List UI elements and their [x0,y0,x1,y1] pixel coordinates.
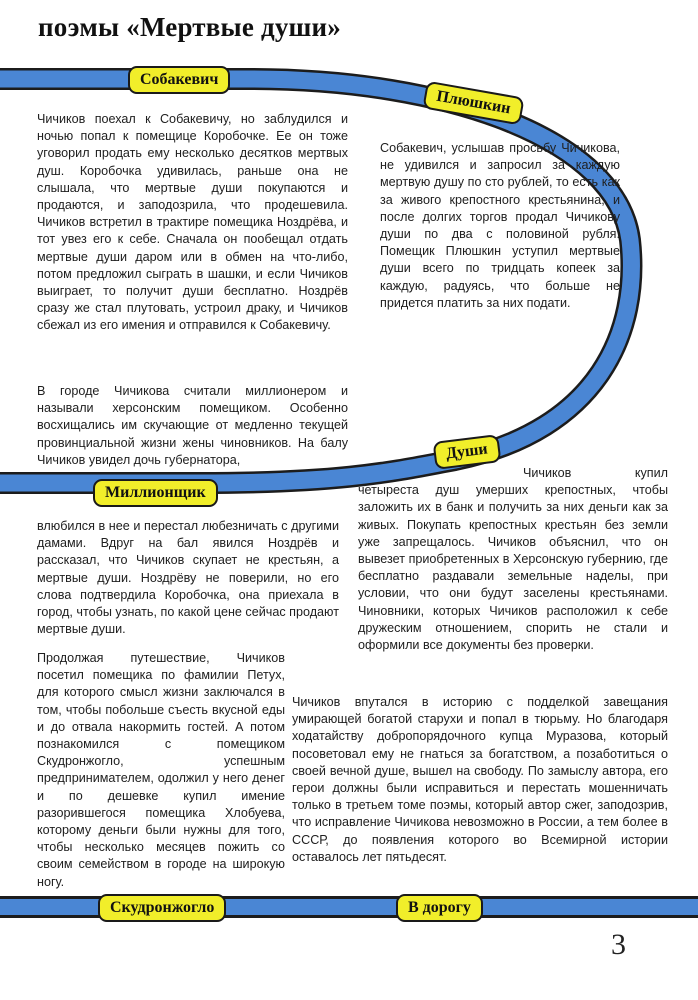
label-plyushkin: Плюшкин [422,81,524,126]
paragraph-prison: Чичиков впутался в историю с подделкой завещания умирающей богатой старухи и попал в тюрьму. Но благодаря ходатайству добропорядочного купца Муразова, который посоветовал ему не гнаться за богатством, а позаботиться о своей вечной душе, вышел на свободу. По замыслу автора, его герои должны были исправиться и перестать мошенничать только в третьем томе поэмы, который автор сжег, заподозрив, что исправление Чичикова невозможно в России, а тем более в СССР, до появления которого во Всемирной истории оставалось лет пятьдесят. [292,695,668,864]
label-skudronzhoglo: Скудронжогло [98,894,226,922]
paragraph-petukh: Продолжая путешествие, Чичиков посетил помещика по фамилии Петух, для которого смысл жизни заключался в том, чтобы побольше съесть вкусной еды и до отвала накормить гостей. А потом познакомился с помещиком Скудронжогло, успешным предпринимателем, одолжил у него денег и по дешевке купил имение разорившегося помещика Хлобуева, которому деньги были нужны для того, чтобы несколько месяцев пожить со своим семейством в городе на широкую ногу. [37,651,285,889]
paragraph-plyushkin: Собакевич, услышав просьбу Чичикова, не удивился и запросил за каждую мертвую душу по сто рублей, то есть как за живого крепостного крестьянина, и после долгих торгов продал Чичикову души по два с половиной рубля. Помещик Плюшкин уступил мертвые души всего по тридцать копеек за каждую, радуясь, что больше не придется платить за них подати. [380,141,620,310]
page-number: 3 [611,928,626,961]
label-v-dorogu: В дорогу [396,894,483,922]
paragraph-ball: В городе Чичикова считали миллионером и называли херсонским помещиком. Особенно восхищались им скучающие от медленно текущей провинциальной жизни жены чиновников. На балу Чичиков увидел дочь губернатора, [37,384,348,467]
label-sobakevich: Собакевич [128,66,230,94]
label-dushi: Души [433,434,502,470]
paragraph-korobochka: Чичиков поехал к Собакевичу, но заблудился и ночью попал к помещице Коробочке. Ее он тоже уговорил продать ему несколько десятков мертвых душ. Коробочка удивилась, раньше она не слышала, что мертвые души покупаются и продаются, и заподозрила, что продешевила. Чичиков встретил в трактире помещика Ноздрёва, и тот увез его к себе. Сначала он пообещал отдать мертвые души даром или в обмен на что-либо, потом предложил сыграть в шашки, и если Чичиков выиграет, то получит души бесплатно. Ноздрёв сразу же стал плутовать, устроил драку, и Чичиков сбежал из его имения и отправился к Собакевичу. [37,112,348,333]
page-title: поэмы «Мертвые души» [38,12,341,42]
label-millionshchik: Миллионщик [93,479,218,507]
paragraph-nozdrev-ball: влюбился в нее и перестал любезничать с другими дамами. Вдруг на бал явился Ноздрёв и рассказал, что Чичиков скупает не крестьян, а мертвые души. Ноздрёву не поверили, но его слова подтвердила Коробочка, она приехала в город, чтобы узнать, по какой цене сейчас продают мертвые души. [37,519,339,637]
paragraph-kherson: Чичиков купил четыреста душ умерших крепостных, чтобы заложить их в банк и получить за них деньги как за живых. Покупать крепостных крестьян без земли уже запрещалось. Чичиков объяснил, что он вывезет приобретенных в Херсонскую губернию, где бесплатно раздавали земельные наделы, при условии, что они будут заселены крестьянами. Чиновники, которых Чичиков расположил к себе дружеским отношением, спорить не стали и оформили все документы без проверки. [358,466,668,653]
